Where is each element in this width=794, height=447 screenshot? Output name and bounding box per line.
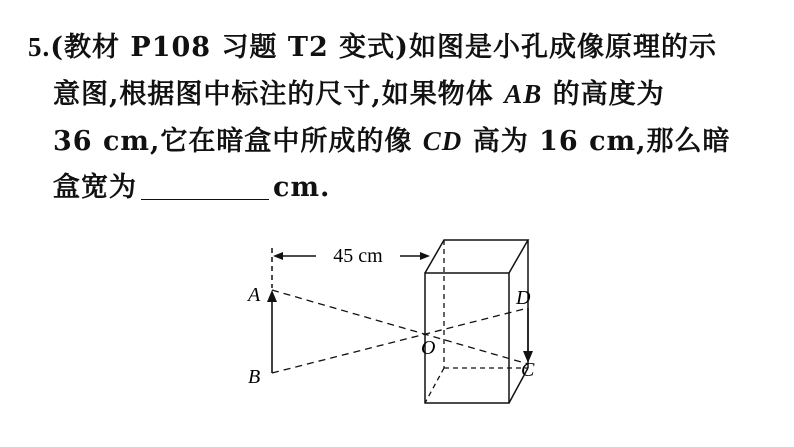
ray-a-to-c bbox=[272, 290, 528, 364]
problem-line-2-text: 意图,根据图中标注的尺寸,如果物体 bbox=[53, 79, 494, 110]
problem-line-4 bbox=[28, 165, 778, 211]
label-a: A bbox=[248, 284, 261, 306]
problem-line-3-text: 36 cm,它在暗盒中所成的像 bbox=[53, 126, 413, 157]
box-top-face bbox=[425, 240, 528, 273]
problem-number: 5. bbox=[28, 32, 51, 62]
label-d: D bbox=[516, 287, 531, 309]
problem-unit: cm. bbox=[273, 172, 331, 203]
box-hidden-edge-diagonal bbox=[425, 368, 444, 403]
object-ab-label: AB bbox=[504, 79, 543, 109]
label-c: C bbox=[521, 359, 535, 381]
problem-line-2 bbox=[28, 71, 778, 118]
answer-blank[interactable] bbox=[141, 169, 269, 200]
problem-line-4-text: 盒宽为 bbox=[53, 172, 137, 203]
pinhole-figure bbox=[230, 228, 560, 438]
problem-line-1 bbox=[28, 24, 778, 71]
problem-line-3-text-b: 高为 16 cm,那么暗 bbox=[472, 126, 731, 157]
object-arrow bbox=[267, 290, 277, 302]
dimension-arrow-left bbox=[273, 252, 283, 260]
dimension-label: 45 cm bbox=[333, 245, 383, 267]
problem-line-2-text-b: 的高度为 bbox=[552, 79, 665, 110]
label-o: O bbox=[421, 337, 436, 359]
dimension-arrow-right bbox=[420, 252, 430, 260]
problem-line-1-text: (教材 P108 习题 T2 变式)如图是小孔成像原理的示 bbox=[50, 32, 717, 63]
image-cd-label: CD bbox=[422, 126, 463, 156]
label-b: B bbox=[248, 366, 261, 388]
problem-text bbox=[28, 24, 778, 211]
problem-line-3 bbox=[28, 118, 778, 165]
ray-b-to-d bbox=[272, 308, 528, 373]
